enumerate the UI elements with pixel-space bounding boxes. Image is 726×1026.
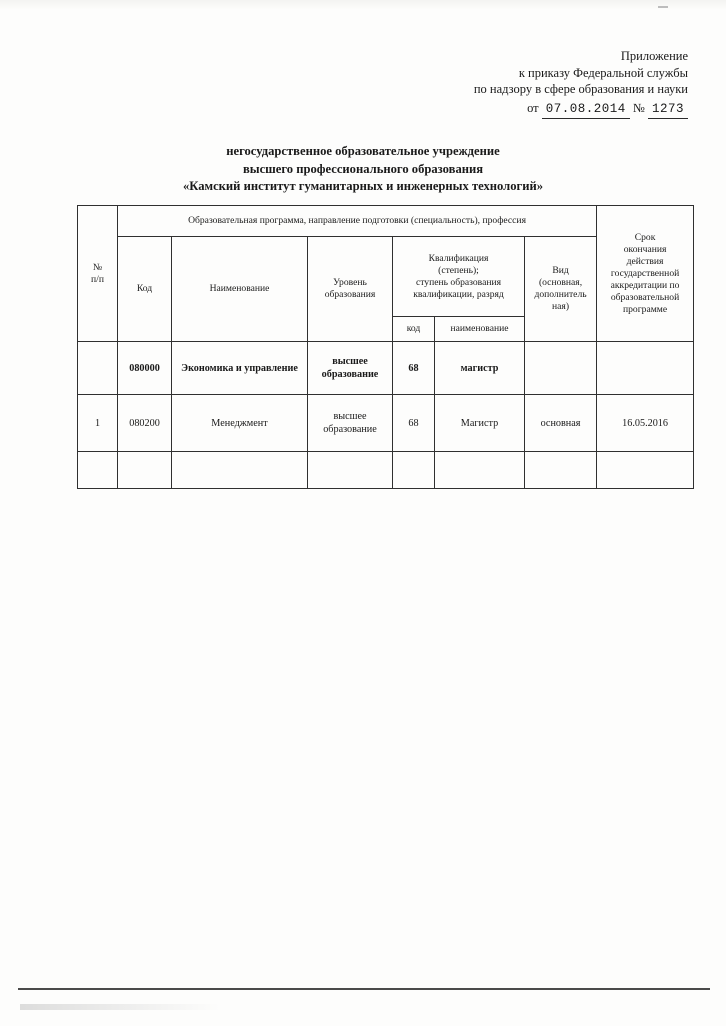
order-number-label: № xyxy=(632,101,645,115)
cell-empty xyxy=(118,452,172,489)
institution-title-line-2: высшего профессионального образования xyxy=(242,161,484,176)
order-date-value: 07.08.2014 xyxy=(542,101,630,119)
th-level-line-1: Уровень xyxy=(333,277,367,288)
cell-empty xyxy=(435,452,525,489)
table-row xyxy=(78,342,694,395)
th-name: Наименование xyxy=(172,237,308,342)
th-expiry-line-1: Срок xyxy=(634,231,656,243)
th-expiry-line-3: действия xyxy=(626,255,664,267)
th-expiry-line-7: программе xyxy=(623,303,668,315)
footer-rule xyxy=(18,988,710,990)
institution-title-line-1: негосударственное образовательное учреждение xyxy=(226,144,500,158)
cell-empty xyxy=(308,452,393,489)
table-row-empty xyxy=(78,452,694,489)
cell-empty xyxy=(172,452,308,489)
th-qualification xyxy=(393,237,525,317)
cell-empty xyxy=(525,452,597,489)
document-header xyxy=(474,48,688,98)
th-kind xyxy=(525,237,597,342)
cell-qual-code: 68 xyxy=(393,395,435,452)
th-expiry-line-2: окончания xyxy=(623,243,667,255)
cell-code: 080200 xyxy=(118,395,172,452)
order-reference xyxy=(527,100,688,119)
table-row xyxy=(78,395,694,452)
th-number-line-1: № xyxy=(92,261,103,273)
cell-qual-code: 68 xyxy=(393,342,435,395)
th-expiry-line-6: образовательной xyxy=(610,291,680,303)
cell-level-line-1: высшее xyxy=(333,411,367,422)
th-qualification-line-4: квалификации, разряд xyxy=(413,288,504,300)
cell-name: Экономика и управление xyxy=(172,342,308,395)
cell-empty xyxy=(597,452,694,489)
header-line-1: Приложение xyxy=(620,49,688,63)
cell-kind: основная xyxy=(525,395,597,452)
th-kind-line-1: Вид xyxy=(552,265,569,276)
cell-number: 1 xyxy=(78,395,118,452)
cell-code: 080000 xyxy=(118,342,172,395)
cell-level-line-2: образование xyxy=(321,369,379,380)
th-code: Код xyxy=(118,237,172,342)
scan-artifact-mark xyxy=(658,6,668,8)
th-level-line-2: образования xyxy=(324,289,376,300)
cell-level-line-2: образование xyxy=(323,424,377,435)
th-qual-name: наименование xyxy=(435,317,525,342)
cell-qual-name: Магистр xyxy=(435,395,525,452)
th-qual-code: код xyxy=(393,317,435,342)
cell-kind xyxy=(525,342,597,395)
cell-expiry: 16.05.2016 xyxy=(597,395,694,452)
scan-artifact-smudge xyxy=(20,1004,220,1010)
scan-edge-top xyxy=(0,0,726,10)
table-header-row-1 xyxy=(78,206,694,237)
accreditation-table-wrap xyxy=(77,205,693,489)
th-expiry-line-5: аккредитации по xyxy=(610,279,680,291)
th-program-group: Образовательная программа, направление подготовки (специальность), профессия xyxy=(118,206,597,237)
th-expiry-line-4: государственной xyxy=(610,267,680,279)
accreditation-table xyxy=(77,205,694,489)
th-qualification-line-1: Квалификация xyxy=(428,252,489,264)
cell-level xyxy=(308,342,393,395)
cell-name: Менеджмент xyxy=(172,395,308,452)
cell-expiry xyxy=(597,342,694,395)
order-date-label: от xyxy=(527,101,539,115)
th-level xyxy=(308,237,393,342)
th-expiry xyxy=(597,206,694,342)
institution-title-line-3: «Камский институт гуманитарных и инженерных технологий» xyxy=(182,179,544,193)
institution-title xyxy=(0,143,726,196)
th-kind-line-2: (основная, xyxy=(538,277,583,288)
cell-number xyxy=(78,342,118,395)
th-number-line-2: п/п xyxy=(91,273,104,285)
cell-empty xyxy=(78,452,118,489)
header-line-2: к приказу Федеральной службы xyxy=(518,65,688,80)
th-qualification-line-2: (степень); xyxy=(438,264,479,276)
th-kind-line-4: ная) xyxy=(552,301,570,312)
order-number-value: 1273 xyxy=(648,101,688,119)
header-line-3: по надзору в сфере образования и науки xyxy=(473,82,688,96)
cell-empty xyxy=(393,452,435,489)
cell-level xyxy=(308,395,393,452)
th-number xyxy=(78,206,118,342)
cell-qual-name: магистр xyxy=(435,342,525,395)
th-kind-line-3: дополнитель xyxy=(534,289,587,300)
th-qualification-line-3: ступень образования xyxy=(415,276,502,288)
cell-level-line-1: высшее xyxy=(332,356,368,367)
